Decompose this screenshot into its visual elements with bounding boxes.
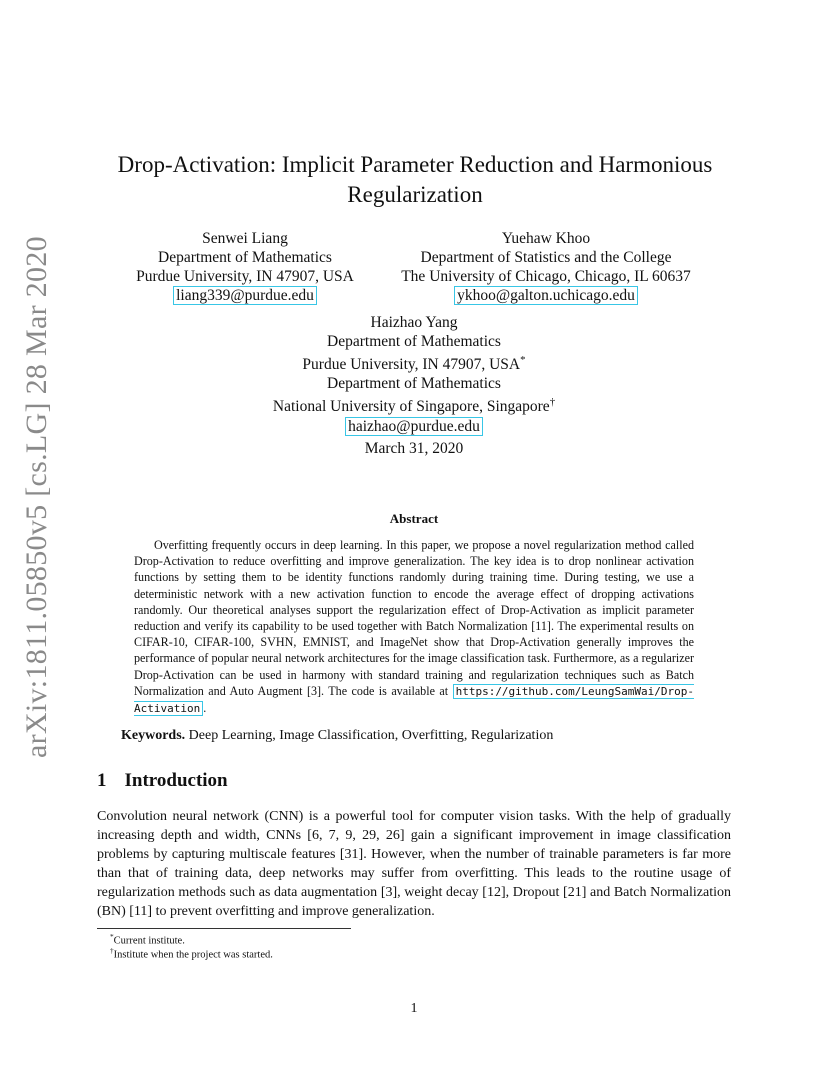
keywords: [121, 728, 553, 744]
author-affiliation: The University of Chicago, Chicago, IL 60637: [401, 268, 691, 285]
author-name: Yuehaw Khoo: [501, 230, 591, 247]
author-dept: Department of Statistics and the College: [420, 249, 672, 266]
author-name: Haizhao Yang: [370, 314, 458, 331]
author-dept-2: Department of Mathematics: [327, 375, 501, 393]
footnote-rule: [97, 928, 351, 929]
author-name: Senwei Liang: [202, 230, 288, 247]
footnote-mark: †: [549, 396, 556, 409]
author-dept: Department of Mathematics: [327, 333, 501, 350]
code-url-link[interactable]: https://github.com/LeungSamWai/Drop-Activation: [134, 684, 694, 716]
arxiv-stamp: arXiv:1811.05850v5 [cs.LG] 28 Mar 2020: [20, 236, 53, 758]
author-email-link[interactable]: ykhoo@galton.uchicago.edu: [454, 286, 638, 305]
author-block-1: [114, 229, 376, 305]
footnote-2: †Institute when the project was started.: [110, 946, 273, 961]
section-number: 1: [97, 770, 107, 791]
title-line-1: Drop-Activation: Implicit Parameter Reduction and Harmonious: [117, 152, 713, 177]
author-affiliation: Purdue University, IN 47907, USA*: [302, 354, 526, 374]
section-title: Introduction: [124, 770, 228, 791]
footnote-1: *Current institute.: [110, 932, 185, 947]
abstract-body: Overfitting frequently occurs in deep learning. In this paper, we propose a novel regularization method called Drop-Activation to reduce overfitting and improve generalization. The key idea is to drop nonlinear activation functions by setting them to be identity functions randomly during training time. During testing, we use a deterministic network with a new activation function to encode the average effect of dropping activations randomly. Our theoretical analyses support the regularization effect of Drop-Activation as implicit parameter reduction and verify its capability to be used together with Batch Normalization [11]. The experimental results on CIFAR-10, CIFAR-100, SVHN, EMNIST, and ImageNet show that Drop-Activation generally improves the performance of popular neural network architectures for the image classification task. Furthermore, as a regularizer Drop-Activation can be used in harmony with standard training and regularization techniques such as Batch Normalization and Auto Augment [3]. The code is available at https://github.com/LeungSamWai/Drop-Activation .: [134, 538, 694, 716]
author-affiliation: Purdue University, IN 47907, USA: [136, 268, 354, 285]
author-affiliation-2: National University of Singapore, Singapore†: [272, 396, 556, 416]
abstract-text: Overfitting frequently occurs in deep learning. In this paper, we propose a novel regularization method called Drop-Activation to reduce overfitting and improve generalization. The key idea is to drop nonlinear activation functions by setting them to be identity functions randomly during training time. During testing, we use a deterministic network with a new activation function to encode the average effect of dropping activations randomly. Our theoretical analyses support the regularization effect of Drop-Activation as implicit parameter reduction and verify its capability to be used together with Batch Normalization [11]. The experimental results on CIFAR-10, CIFAR-100, SVHN, EMNIST, and ImageNet show that Drop-Activation generally improves the performance of popular neural network architectures for the image classification task. Furthermore, as a regularizer Drop-Activation can be used in harmony with standard training and regularization techniques such as Batch Normalization and Auto Augment [3]. The code is available at: [134, 538, 694, 698]
title-line-2: Regularization: [347, 182, 483, 207]
keywords-label: Keywords.: [121, 728, 186, 743]
author-dept: Department of Mathematics: [158, 249, 332, 266]
author-block-2: [384, 229, 708, 305]
footnote-mark: *: [520, 354, 526, 366]
paper-date: March 31, 2020: [364, 440, 464, 457]
abstract-heading: Abstract: [389, 511, 439, 526]
section-heading: [97, 770, 246, 792]
author-email-link[interactable]: liang339@purdue.edu: [173, 286, 317, 305]
author-block-3: [214, 313, 614, 436]
intro-paragraph: Convolution neural network (CNN) is a powerful tool for computer vision tasks. With the help of gradually increasing depth and width, CNNs [6, 7, 9, 29, 26] gain a significant improvement in image classification problems by capturing multiscale features [31]. However, when the number of trainable parameters is far more than that of training data, deep networks may suffer from overfitting. This leads to the routine usage of regularization methods such as data augmentation [3], weight decay [12], Dropout [21] and Batch Normalization (BN) [11] to prevent overfitting and improve generalization.: [97, 809, 731, 919]
keywords-list: Deep Learning, Image Classification, Overfitting, Regularization: [188, 728, 554, 743]
paper-title: [60, 150, 770, 210]
page-number: 1: [410, 1001, 418, 1016]
author-email-link[interactable]: haizhao@purdue.edu: [345, 417, 483, 436]
